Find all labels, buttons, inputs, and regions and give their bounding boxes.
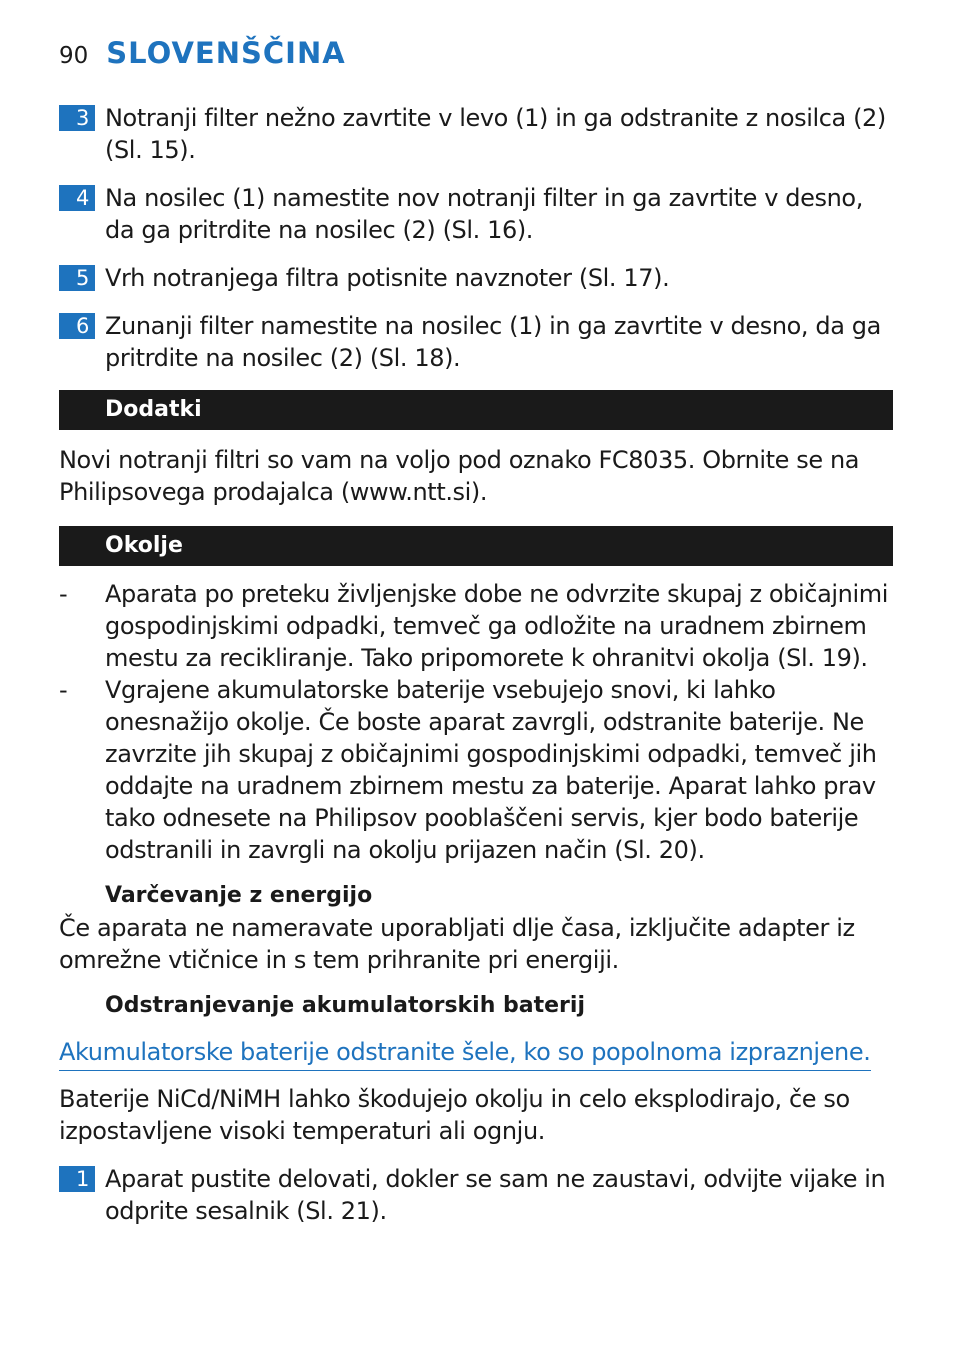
step-text: Zunanji filter namestite na nosilec (1) in ga zavrtite v desno, da ga pritrdite na nosilec (2) (Sl. 18).	[105, 312, 881, 372]
step-number-badge: 4	[59, 185, 95, 211]
section-heading-environment: Okolje	[59, 526, 893, 566]
section-heading-accessories: Dodatki	[59, 390, 893, 430]
page-content	[59, 102, 893, 1243]
bullet-text: Aparata po preteku življenjske dobe ne odvrzite skupaj z običajnimi gospodinjskimi odpadki, temveč ga odložite na uradnem zbirnem mestu za recikliranje. Tako pripomorete k ohranitvi okolja (Sl. 19).	[105, 580, 888, 672]
step-number-badge: 6	[59, 313, 95, 339]
step-item	[59, 262, 893, 294]
environment-bullet-list	[59, 578, 893, 866]
bullet-dash: -	[59, 580, 68, 608]
bullet-dash: -	[59, 676, 68, 704]
step-item	[59, 310, 893, 374]
step-item	[59, 102, 893, 166]
list-item	[59, 674, 893, 866]
bullet-text: Vgrajene akumulatorske baterije vsebujejo snovi, ki lahko onesnažijo okolje. Če boste aparat zavrgli, odstranite baterije. Ne zavrzite jih skupaj z običajnimi gospodinjskimi odpadki, temveč jih oddajte na uradnem zbirnem mestu za baterije. Aparat lahko prav tako odnesete na Philipsov pooblaščeni servis, kjer bodo baterije odstranili in zavrgli na okolju prijazen način (Sl. 20).	[105, 676, 877, 864]
energy-saving-heading: Varčevanje z energijo	[105, 883, 373, 908]
step-text: Aparat pustite delovati, dokler se sam ne zaustavi, odvijte vijake in odprite sesalnik (Sl. 21).	[105, 1165, 886, 1225]
battery-removal-heading: Odstranjevanje akumulatorskih baterij	[105, 993, 585, 1018]
step-text: Na nosilec (1) namestite nov notranji filter in ga zavrtite v desno, da ga pritrdite na nosilec (2) (Sl. 16).	[105, 184, 863, 244]
step-item	[59, 182, 893, 246]
list-item	[59, 578, 893, 674]
language-title: SLOVENŠČINA	[106, 36, 346, 70]
step-number-badge: 3	[59, 105, 95, 131]
step-text: Notranji filter nežno zavrtite v levo (1) in ga odstranite z nosilca (2) (Sl. 15).	[105, 104, 886, 164]
step-text: Vrh notranjega filtra potisnite navznoter (Sl. 17).	[105, 264, 670, 292]
step-number-badge: 5	[59, 265, 95, 291]
page-header	[59, 36, 346, 70]
battery-info-text: Baterije NiCd/NiMH lahko škodujejo okolju in celo eksplodirajo, če so izpostavljene visoki temperaturi ali ognju.	[59, 1085, 850, 1145]
accessories-text: Novi notranji filtri so vam na voljo pod oznako FC8035. Obrnite se na Philipsovega prodajalca (www.ntt.si).	[59, 446, 860, 506]
page-number: 90	[59, 43, 89, 69]
battery-warning-text: Akumulatorske baterije odstranite šele, ko so popolnoma izpraznjene.	[59, 1036, 871, 1071]
energy-saving-text: Če aparata ne nameravate uporabljati dlje časa, izključite adapter iz omrežne vtičnice in s tem prihranite pri energiji.	[59, 914, 855, 974]
step-item	[59, 1163, 893, 1227]
step-number-badge: 1	[59, 1166, 95, 1192]
